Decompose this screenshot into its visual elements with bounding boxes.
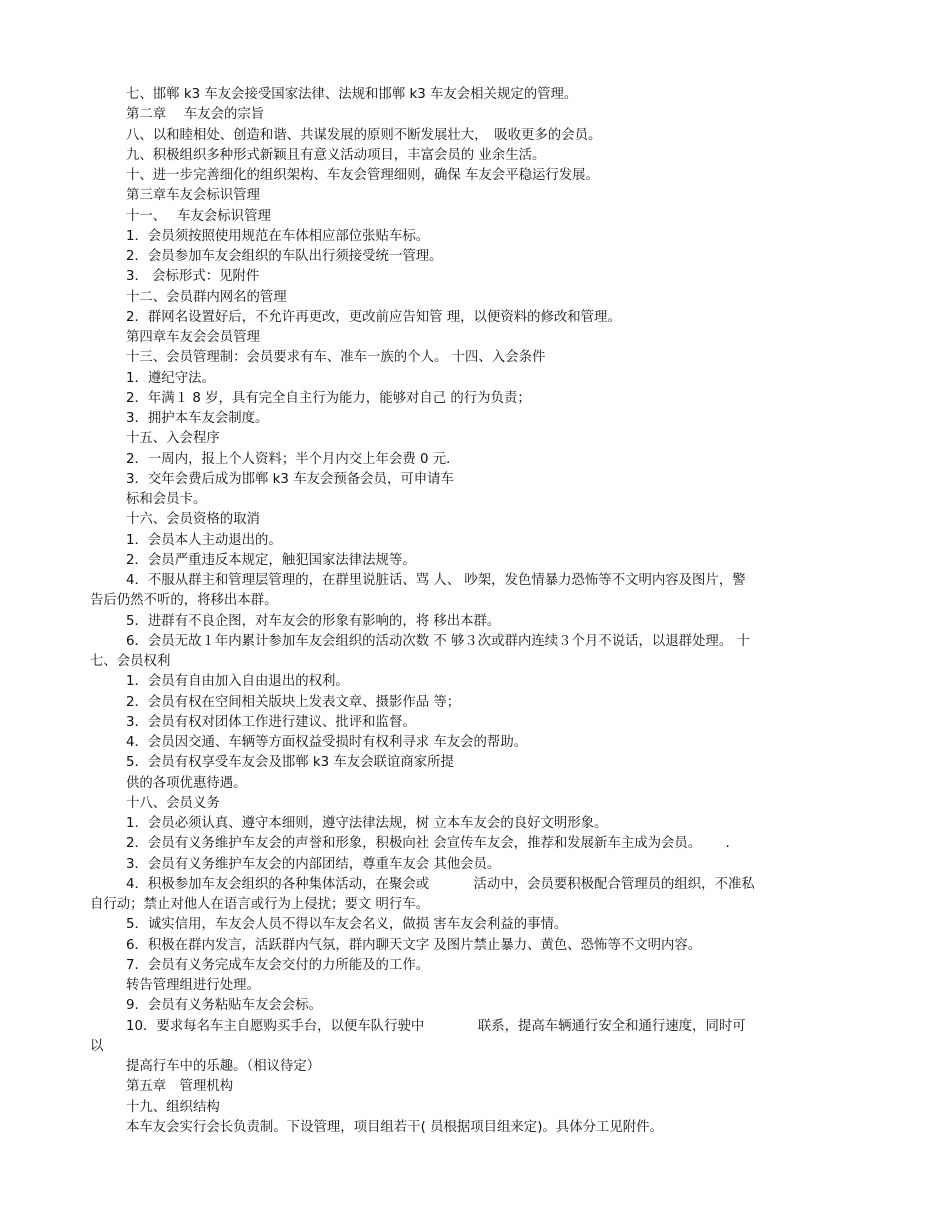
text-line: 标和会员卡。 — [126, 492, 207, 507]
text-line: 以 — [90, 1038, 104, 1054]
text-line: 第三章车友会标识管理 — [126, 188, 260, 204]
text-line: 十、进一步完善细化的组织架构、车友会管理细则，确保 车友会平稳运行发展。 — [126, 168, 599, 183]
text-line: 八、以和睦相处、创造和谐、共谋发展的原则不断发展壮大， 吸收更多的会员。 — [126, 127, 602, 143]
text-line: 3． 会标形式：见附件 — [126, 269, 260, 285]
text-line: 十三、会员管理制：会员要求有车、准车一族的个人。 十四、入会条件 — [126, 350, 546, 366]
text-line: 2．会员有权在空间相关版块上发表文章、摄影作品 等； — [126, 694, 461, 710]
text-line: 5．诚实信用，车友会人员不得以车友会名义，做损 害车友会利益的事情。 — [126, 917, 568, 933]
text-line: 自行动；禁止对他人在语言或行为上侵扰；要文 明行车。 — [90, 897, 430, 912]
text-line: 十八、会员义务 — [126, 795, 220, 811]
text-line: 十九、组织结构 — [126, 1099, 220, 1115]
text-line: 七、会员权利 — [90, 654, 171, 669]
text-line: 十六、会员资格的取消 — [126, 512, 260, 528]
document-body — [0, 85, 950, 1138]
text-line: 7．会员有义务完成车友会交付的力所能及的工作。 — [126, 957, 430, 973]
text-line: 十一、 车友会标识管理 — [126, 208, 271, 224]
text-line: 提高行车中的乐趣。（相议待定） — [126, 1059, 321, 1074]
text-line: 1．会员有自由加入自由退出的权利。 — [126, 674, 349, 690]
text-line: 十五、入会程序 — [126, 431, 220, 447]
text-line: 1．会员必须认真、遵守本细则，遵守法律法规，树 立本车友会的良好文明形象。 — [126, 816, 608, 831]
text-line: 9．会员有义务粘贴车友会会标。 — [126, 998, 322, 1014]
text-line: 4．不服从群主和管理层管理的，在群里说脏话、骂 人、 吵架，发色情暴力恐怖等不文明内容及图片，警 — [126, 573, 746, 588]
text-line: 2．一周内，报上个人资料；半个月内交上年会费 0 元． — [126, 451, 460, 467]
text-line: 1．遵纪守法。 — [126, 370, 215, 386]
text-line: 告后仍然不听的，将移出本群。 — [90, 593, 278, 609]
text-line: 2．会员严重违反本规定，触犯国家法律法规等。 — [126, 552, 416, 568]
text-line: 2．会员有义务维护车友会的声誉和形象，积极向社 会宣传车友会，推荐和发展新车主成为会员。 . — [126, 836, 730, 852]
text-line: 5．会员有权享受车友会及邯郸 k3 车友会联谊商家所提 — [126, 755, 454, 771]
text-line: 第四章车友会会员管理 — [126, 330, 260, 345]
text-line: 2．年满１ 8 岁，具有完全自主行为能力，能够对自己 的行为负责； — [126, 390, 531, 406]
text-line: 供的各项优惠待遇。 — [126, 775, 247, 791]
text-line: 6．积极在群内发言，活跃群内气氛，群内聊天文字 及图片禁止暴力、黄色、恐怖等不文明内容。 — [126, 937, 702, 953]
text-line: 4．会员因交通、车辆等方面权益受损时有权利寻求 车友会的帮助。 — [126, 735, 528, 750]
text-line: 3．拥护本车友会制度。 — [126, 411, 269, 426]
text-line: 3．会员有义务维护车友会的内部团结，尊重车友会 其他会员。 — [126, 856, 501, 872]
text-line: 3．交年会费后成为邯郸 k3 车友会预备会员，可申请车 — [126, 471, 454, 487]
text-line: 十二、会员群内网名的管理 — [126, 289, 287, 305]
text-line: 第二章 车友会的宗旨 — [126, 107, 265, 123]
text-line: 1．会员本人主动退出的。 — [126, 532, 282, 548]
text-line: 4．积极参加车友会组织的各种集体活动，在聚会或 活动中，会员要积极配合管理员的组织，不准私 — [126, 876, 755, 892]
text-line: 本车友会实行会长负责制。下设管理，项目组若干( 员根据项目组来定)。具体分工见附件。 — [126, 1119, 663, 1135]
text-line: 3．会员有权对团体工作进行建议、批评和监督。 — [126, 714, 416, 730]
text-line: 2．群网名设置好后，不允许再更改，更改前应告知管 理，以便资料的修改和管理。 — [126, 309, 621, 325]
text-line: 10．要求每名车主自愿购买手台，以便车队行驶中 联系，提高车辆通行安全和通行速度，同时可 — [126, 1018, 746, 1034]
text-line: 九、积极组织多种形式新颖且有意义活动项目，丰富会员的 业余生活。 — [126, 147, 546, 163]
text-line: 第五章 管理机构 — [126, 1079, 234, 1095]
text-line: 转告管理组进行处理。 — [126, 978, 260, 993]
text-line: 1．会员须按照使用规范在车体相应部位张贴车标。 — [126, 228, 430, 244]
text-line: 5．进群有不良企图，对车友会的形象有影响的，将 移出本群。 — [126, 613, 501, 629]
text-line: 2．会员参加车友会组织的车队出行须接受统一管理。 — [126, 249, 443, 264]
text-line: 6．会员无故１年内累计参加车友会组织的活动次数 不 够３次或群内连续３个月不说话，以退群处理。 十 — [126, 633, 750, 649]
text-line: 七、邯郸 k3 车友会接受国家法律、法规和邯郸 k3 车友会相关规定的管理。 — [126, 87, 578, 102]
